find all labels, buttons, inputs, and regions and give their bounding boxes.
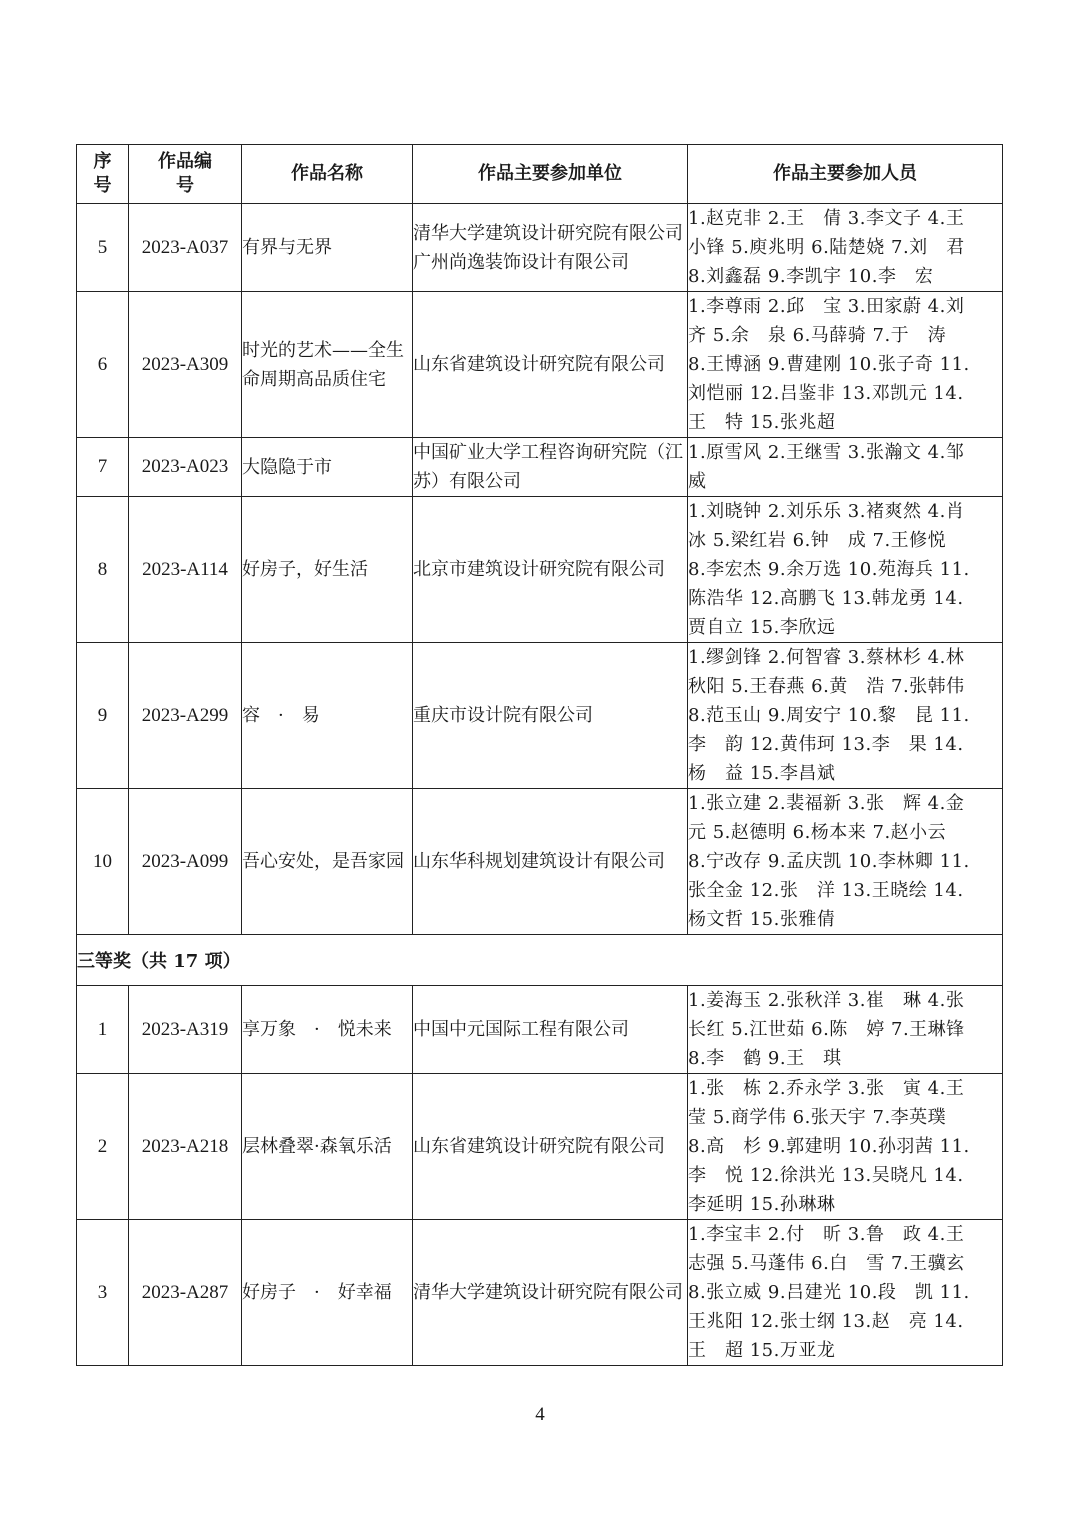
section-header-group — [77, 935, 1003, 986]
row-code: 2023-A037 — [129, 204, 242, 292]
row-unit: 中国中元国际工程有限公司 — [413, 986, 688, 1074]
row-people: 1.原雪风 2.王继雪 3.张瀚文 4.邹 威 — [688, 438, 1003, 497]
table-row — [77, 292, 1003, 438]
table-row — [77, 789, 1003, 935]
table-row — [77, 986, 1003, 1074]
row-unit: 清华大学建筑设计研究院有限公司 — [413, 1220, 688, 1366]
header-people: 作品主要参加人员 — [688, 145, 1003, 204]
row-unit: 中国矿业大学工程咨询研究院（江苏）有限公司 — [413, 438, 688, 497]
row-code: 2023-A287 — [129, 1220, 242, 1366]
row-index: 1 — [77, 986, 129, 1074]
header-name: 作品名称 — [242, 145, 413, 204]
row-code: 2023-A218 — [129, 1074, 242, 1220]
row-name: 有界与无界 — [242, 204, 413, 292]
row-name: 享万象 · 悦未来 — [242, 986, 413, 1074]
header-row — [77, 145, 1003, 204]
header-code: 作品编号 — [129, 145, 242, 204]
row-code: 2023-A299 — [129, 643, 242, 789]
row-people: 1.缪剑锋 2.何智睿 3.蔡林杉 4.林 秋阳 5.王春燕 6.黄 浩 7.张韩伟 8.范玉山 9.周安宁 10.黎 昆 11. 李 韵 12.黄伟珂 13.李 果 14. 杨 益 15.李昌斌 — [688, 643, 1003, 789]
row-name: 大隐隐于市 — [242, 438, 413, 497]
row-name: 好房子 · 好幸福 — [242, 1220, 413, 1366]
table-row — [77, 643, 1003, 789]
row-unit: 清华大学建筑设计研究院有限公司 广州尚逸装饰设计有限公司 — [413, 204, 688, 292]
row-index: 5 — [77, 204, 129, 292]
header-index: 序号 — [77, 145, 129, 204]
section-row — [77, 935, 1003, 986]
row-index: 8 — [77, 497, 129, 643]
row-name: 层林叠翠·森氧乐活 — [242, 1074, 413, 1220]
second-prize-rows — [77, 204, 1003, 935]
row-index: 2 — [77, 1074, 129, 1220]
row-index: 6 — [77, 292, 129, 438]
row-unit: 山东华科规划建筑设计有限公司 — [413, 789, 688, 935]
table-row — [77, 438, 1003, 497]
section-title: 三等奖（共 17 项） — [77, 935, 1003, 986]
header-unit: 作品主要参加单位 — [413, 145, 688, 204]
row-index: 9 — [77, 643, 129, 789]
row-code: 2023-A114 — [129, 497, 242, 643]
row-people: 1.赵克非 2.王 倩 3.李文子 4.王 小锋 5.庾兆明 6.陆楚娆 7.刘 君 8.刘鑫磊 9.李凯宇 10.李 宏 — [688, 204, 1003, 292]
table-row — [77, 497, 1003, 643]
row-unit: 重庆市设计院有限公司 — [413, 643, 688, 789]
row-code: 2023-A319 — [129, 986, 242, 1074]
row-people: 1.姜海玉 2.张秋洋 3.崔 琳 4.张 长红 5.江世茹 6.陈 婷 7.王琳锋 8.李 鹤 9.王 琪 — [688, 986, 1003, 1074]
row-people: 1.刘晓钟 2.刘乐乐 3.褚爽然 4.肖 冰 5.梁红岩 6.钟 成 7.王修悦 8.李宏杰 9.余万选 10.苑海兵 11. 陈浩华 12.高鹏飞 13.韩龙勇 14. 贾自立 15.李欣远 — [688, 497, 1003, 643]
table-row — [77, 1074, 1003, 1220]
row-code: 2023-A023 — [129, 438, 242, 497]
row-index: 7 — [77, 438, 129, 497]
row-unit: 北京市建筑设计研究院有限公司 — [413, 497, 688, 643]
row-name: 好房子，好生活 — [242, 497, 413, 643]
row-people: 1.李宝丰 2.付 昕 3.鲁 政 4.王 志强 5.马蓬伟 6.白 雪 7.王骥玄 8.张立威 9.吕建光 10.段 凯 11. 王兆阳 12.张士纲 13.赵 亮 14. 王 超 15.万亚龙 — [688, 1220, 1003, 1366]
third-prize-rows — [77, 986, 1003, 1366]
row-people: 1.张 栋 2.乔永学 3.张 寅 4.王 莹 5.商学伟 6.张天宇 7.李英璞 8.高 杉 9.郭建明 10.孙羽茜 11. 李 悦 12.徐洪光 13.吴晓凡 14. 李延明 15.孙琳琳 — [688, 1074, 1003, 1220]
row-index: 3 — [77, 1220, 129, 1366]
row-people: 1.李尊雨 2.邱 宝 3.田家蔚 4.刘 齐 5.余 泉 6.马薛骑 7.于 涛 8.王博涵 9.曹建刚 10.张子奇 11. 刘恺丽 12.吕鉴非 13.邓凯元 14. 王 特 15.张兆超 — [688, 292, 1003, 438]
row-name: 吾心安处，是吾家园 — [242, 789, 413, 935]
row-index: 10 — [77, 789, 129, 935]
row-people: 1.张立建 2.裴福新 3.张 辉 4.金 元 5.赵德明 6.杨本来 7.赵小云 8.宁改存 9.孟庆凯 10.李林卿 11. 张全金 12.张 洋 13.王晓绘 14. 杨文哲 15.张雅倩 — [688, 789, 1003, 935]
table-row — [77, 204, 1003, 292]
row-unit: 山东省建筑设计研究院有限公司 — [413, 292, 688, 438]
row-unit: 山东省建筑设计研究院有限公司 — [413, 1074, 688, 1220]
row-code: 2023-A309 — [129, 292, 242, 438]
row-name: 时光的艺术——全生命周期高品质住宅 — [242, 292, 413, 438]
row-code: 2023-A099 — [129, 789, 242, 935]
page-number: 4 — [535, 1404, 545, 1425]
table-row — [77, 1220, 1003, 1366]
award-table — [76, 144, 1003, 1366]
row-name: 容 · 易 — [242, 643, 413, 789]
